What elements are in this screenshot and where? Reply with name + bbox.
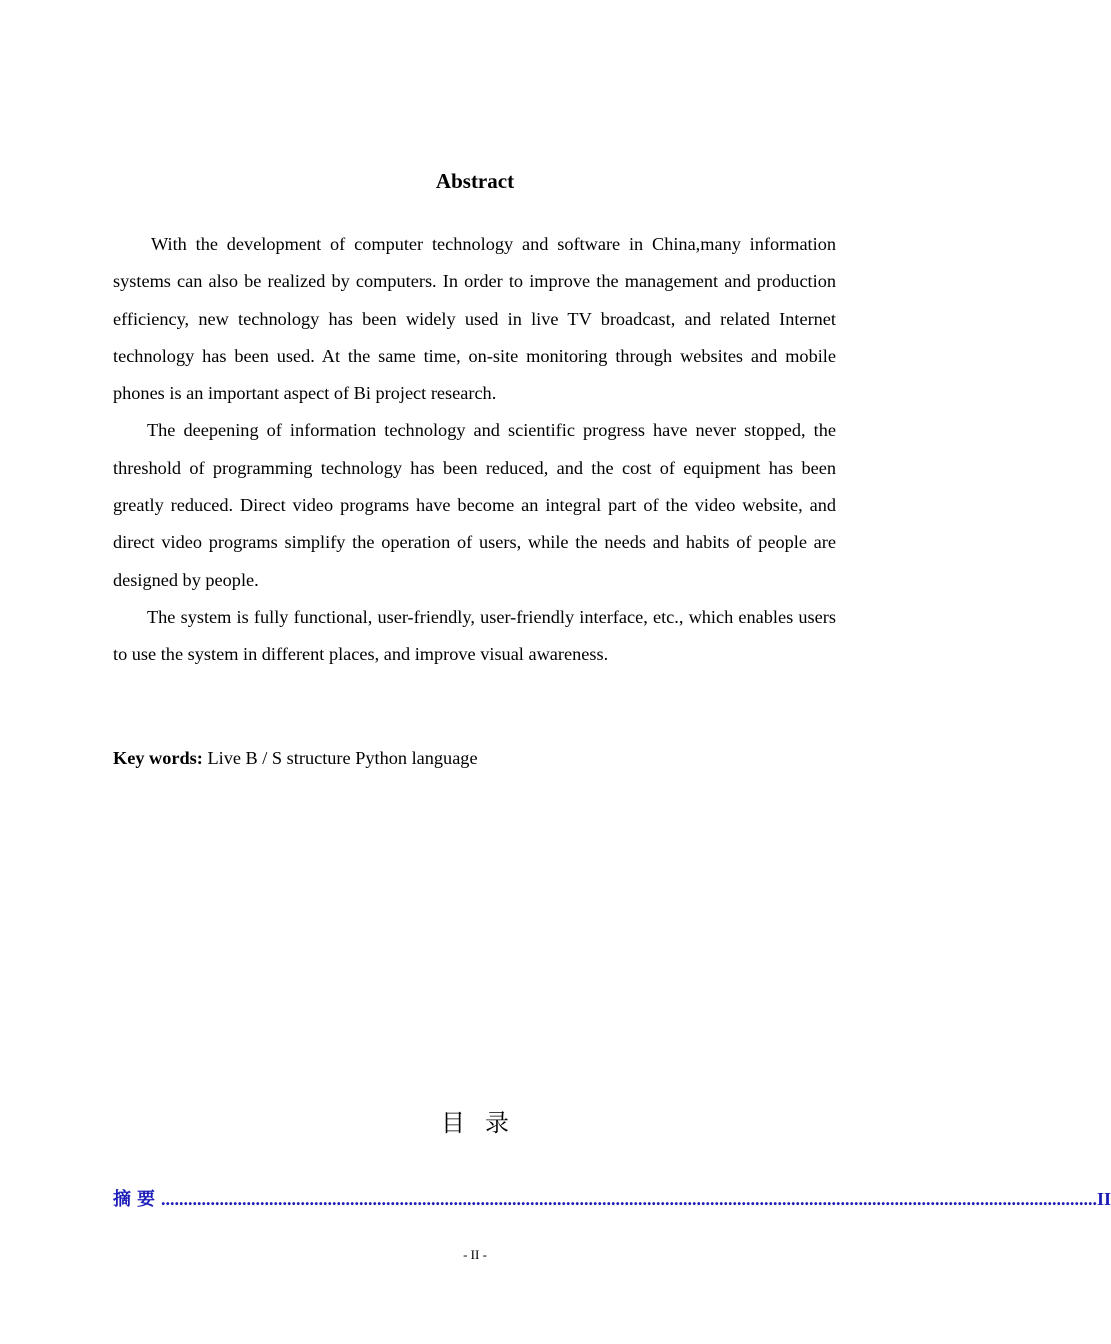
toc-entry-abstract[interactable]	[113, 1186, 1111, 1213]
abstract-paragraph-3: The system is fully functional, user-friendly, user-friendly interface, etc., which enables users to use the system in different places, and improve visual awareness.	[113, 606, 836, 665]
keywords-value: Live B / S structure Python language	[202, 748, 478, 768]
keywords-line	[113, 745, 836, 771]
toc-title: 目录	[441, 1109, 529, 1137]
toc-entry-page: II	[1097, 1189, 1111, 1209]
toc-entry-leader-dots: ................................................................................................................................................................................................................	[161, 1189, 1097, 1209]
abstract-body	[113, 226, 836, 674]
abstract-title: Abstract	[435, 169, 515, 193]
abstract-paragraph-1: With the development of computer technology and software in China,many information systems can also be realized by computers. In order to improve the management and production efficiency, new technology has been widely used in live TV broadcast, and related Internet technology has been used. At the same time, on-site monitoring through websites and mobile phones is an important aspect of Bi project research.	[113, 234, 836, 404]
page-number: - II -	[463, 1247, 487, 1262]
keywords-label: Key words:	[113, 748, 203, 768]
toc-entry-label: 摘要	[113, 1189, 161, 1210]
abstract-paragraph-2: The deepening of information technology and scientific progress have never stopped, the threshold of programming technology has been reduced, and the cost of equipment has been greatly reduced. Direct video programs have become an integral part of the video website, and direct video programs simplify the operation of users, while the needs and habits of people are designed by people.	[113, 420, 836, 590]
